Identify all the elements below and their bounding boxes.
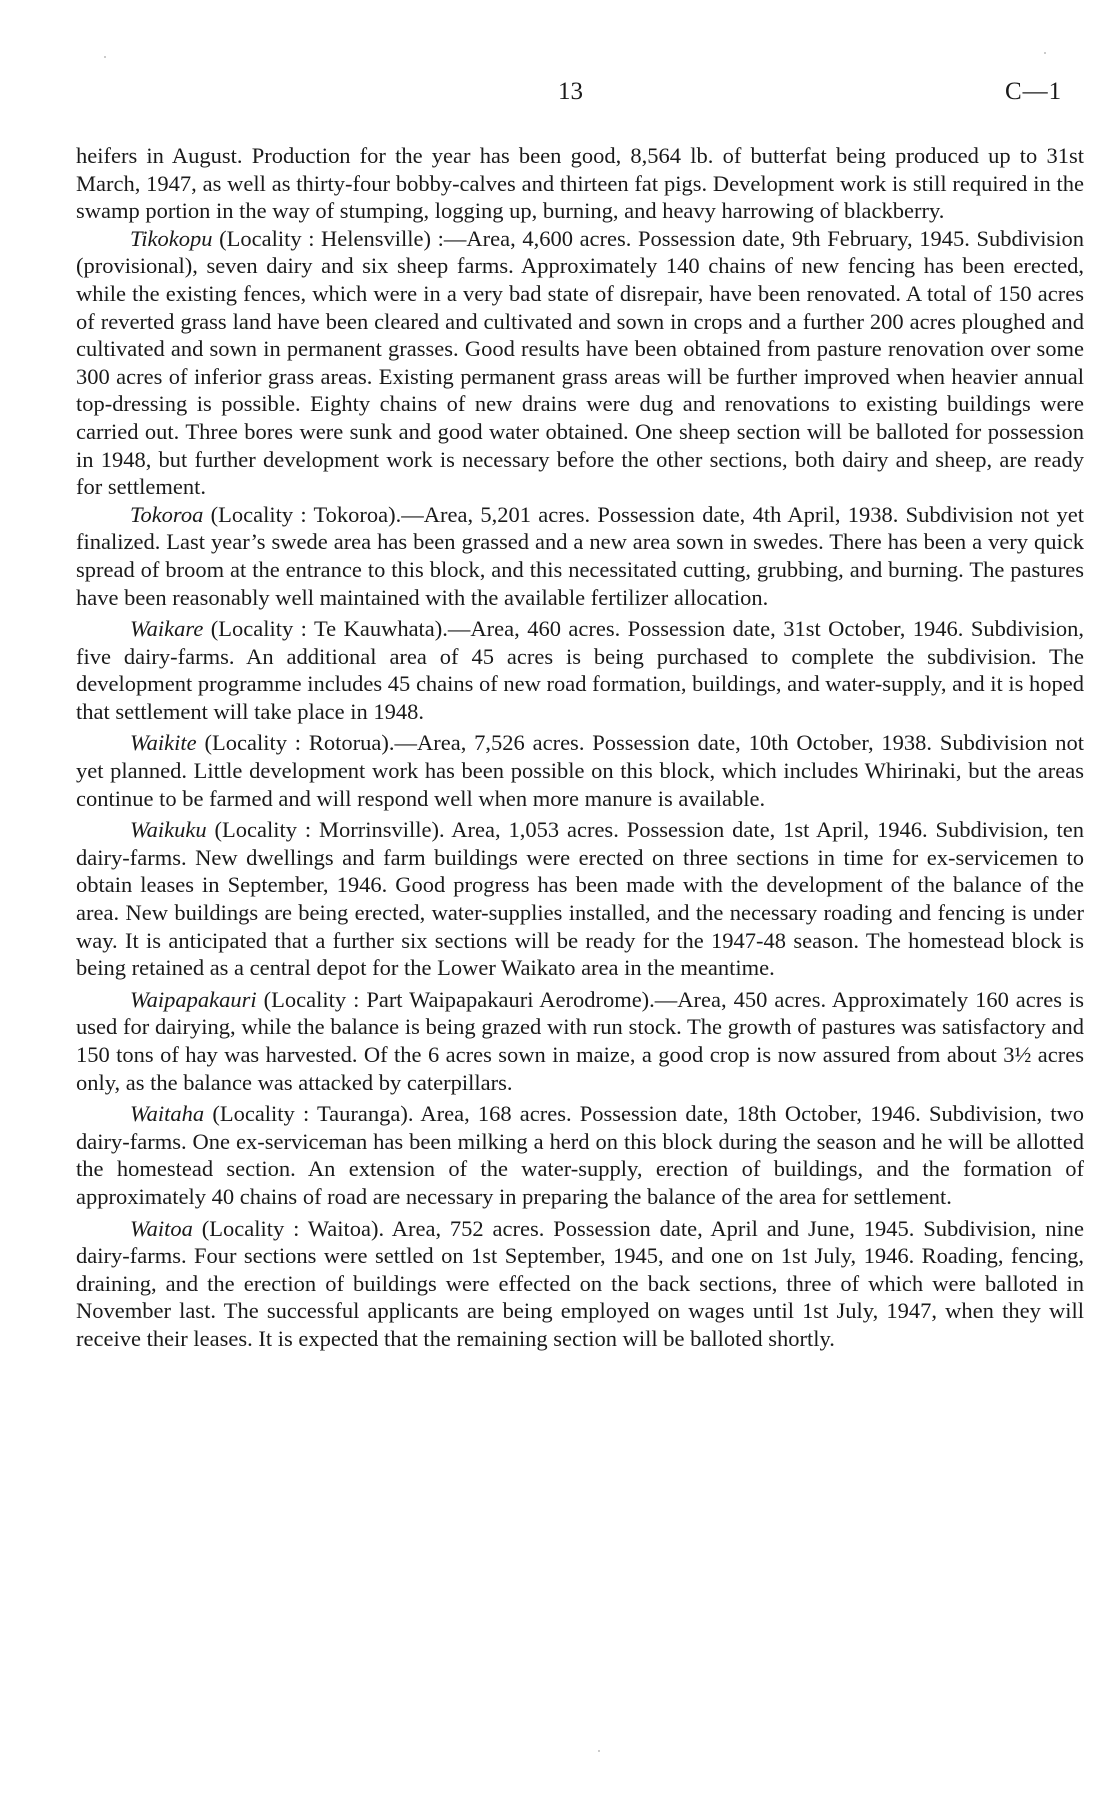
paragraph-waipapakauri [76,986,1084,1096]
paragraph-text: (Locality : Helensville) :—Area, 4,600 acres. Possession date, 9th February, 1945. Subdivision (provisional), seven dairy and six sheep farms. Approximately 140 chains of new fencing has been erected, while the existing fences, which were in a very bad state of disrepair, have been renovated. A total of 150 acres of reverted grass land have been cleared and cultivated and sown in crops and a further 200 acres ploughed and cultivated and sown in permanent grasses. Good results have been obtained from pasture renovation over some 300 acres of inferior grass areas. Existing permanent grass areas will be further improved when heavier annual top-dressing is possible. Eighty chains of new drains were dug and renovations to existing buildings were carried out. Three bores were sunk and good water obtained. One sheep section will be balloted for possession in 1948, but further development work is necessary before the other sections, both dairy and sheep, are ready for settlement. [76,225,1084,500]
paragraph-waitaha [76,1100,1084,1210]
paragraph-text: (Locality : Rotorua).—Area, 7,526 acres. Possession date, 10th October, 1938. Subdivision not yet planned. Little development work has been possible on this block, which includes Whirinaki, but the areas continue to be farmed and will respond well when more manure is available. [76,730,1084,811]
block-name: Waikare [130,616,204,642]
scan-speck [1044,52,1046,54]
paragraph-waikite [76,729,1084,812]
paragraph-waikare [76,615,1084,725]
block-name: Tokoroa [130,501,204,527]
paragraph-text: heifers in August. Production for the year has been good, 8,564 lb. of butterfat being produced up to 31st March, 1947, as well as thirty-four bobby-calves and thirteen fat pigs. Development work is still required in the swamp portion in the way of stumping, logging up, burning, and heavy harrowing of blackberry. [76,143,1084,224]
block-name: Tikokopu [130,225,213,251]
document-reference: C—1 [1005,78,1063,105]
paragraph-text: (Locality : Tauranga). Area, 168 acres. Possession date, 18th October, 1946. Subdivision, two dairy-farms. One ex-serviceman has been milking a herd on this block during the season and he will be allotted the homestead section. An extension of the water-supply, erection of buildings, and the formation of approximately 40 chains of road are necessary in preparing the balance of the area for settlement. [76,1101,1084,1209]
block-name: Waitoa [130,1215,193,1241]
block-name: Waikuku [130,817,207,843]
paragraph-text: (Locality : Waitoa). Area, 752 acres. Possession date, April and June, 1945. Subdivision, nine dairy-farms. Four sections were settled on 1st September, 1945, and one on 1st July, 1946. Roading, fencing, draining, and the erection of buildings were effected on the back sections, three of which were balloted in November last. The successful applicants are being employed on wages until 1st July, 1947, when they will receive their leases. It is expected that the remaining section will be balloted shortly. [76,1215,1084,1351]
block-name: Waitaha [130,1101,205,1127]
paragraph-text: (Locality : Te Kauwhata).—Area, 460 acres. Possession date, 31st October, 1946. Subdivision, five dairy-farms. An additional area of 45 acres is being purchased to complete the subdivision. The development programme includes 45 chains of new road formation, buildings, and water-supply, and it is hoped that settlement will take place in 1948. [76,616,1084,724]
paragraph-waikuku [76,816,1084,982]
page-header [0,78,1114,108]
paragraph-continuation [76,142,1084,225]
paragraph-text: (Locality : Tokoroa).—Area, 5,201 acres. Possession date, 4th April, 1938. Subdivision not yet finalized. Last year’s swede area has been grassed and a new area sown in swedes. There has been a very quick spread of broom at the entrance to this block, and this necessitated cutting, grubbing, and burning. The pastures have been reasonably well maintained with the available fertilizer allocation. [76,501,1084,610]
paragraph-waitoa [76,1215,1084,1353]
block-name: Waikite [130,730,197,756]
block-name: Waipapakauri [130,986,257,1012]
paragraph-text: (Locality : Morrinsville). Area, 1,053 acres. Possession date, 1st April, 1946. Subdivision, ten dairy-farms. New dwellings and farm buildings were erected on three sections in time for ex-servicemen to obtain leases in September, 1946. Good progress has been made with the development of the balance of the area. New buildings are being erected, water-supplies installed, and the necessary roading and fencing is under way. It is anticipated that a further six sections will be ready for the 1947-48 season. The homestead block is being retained as a central depot for the Lower Waikato area in the meantime. [76,817,1084,981]
page-number: 13 [558,78,583,105]
paragraph-tikokopu [76,225,1084,501]
scan-speck [104,56,106,58]
paragraph-text: (Locality : Part Waipapakauri Aerodrome).—Area, 450 acres. Approximately 160 acres is used for dairying, while the balance is being grazed with run stock. The growth of pastures was satisfactory and 150 tons of hay was harvested. Of the 6 acres sown in maize, a good crop is now assured from about 3½ acres only, as the balance was attacked by caterpillars. [76,986,1084,1095]
body-text [76,142,1084,1353]
paragraph-tokoroa [76,501,1084,611]
scan-speck [598,1750,600,1752]
